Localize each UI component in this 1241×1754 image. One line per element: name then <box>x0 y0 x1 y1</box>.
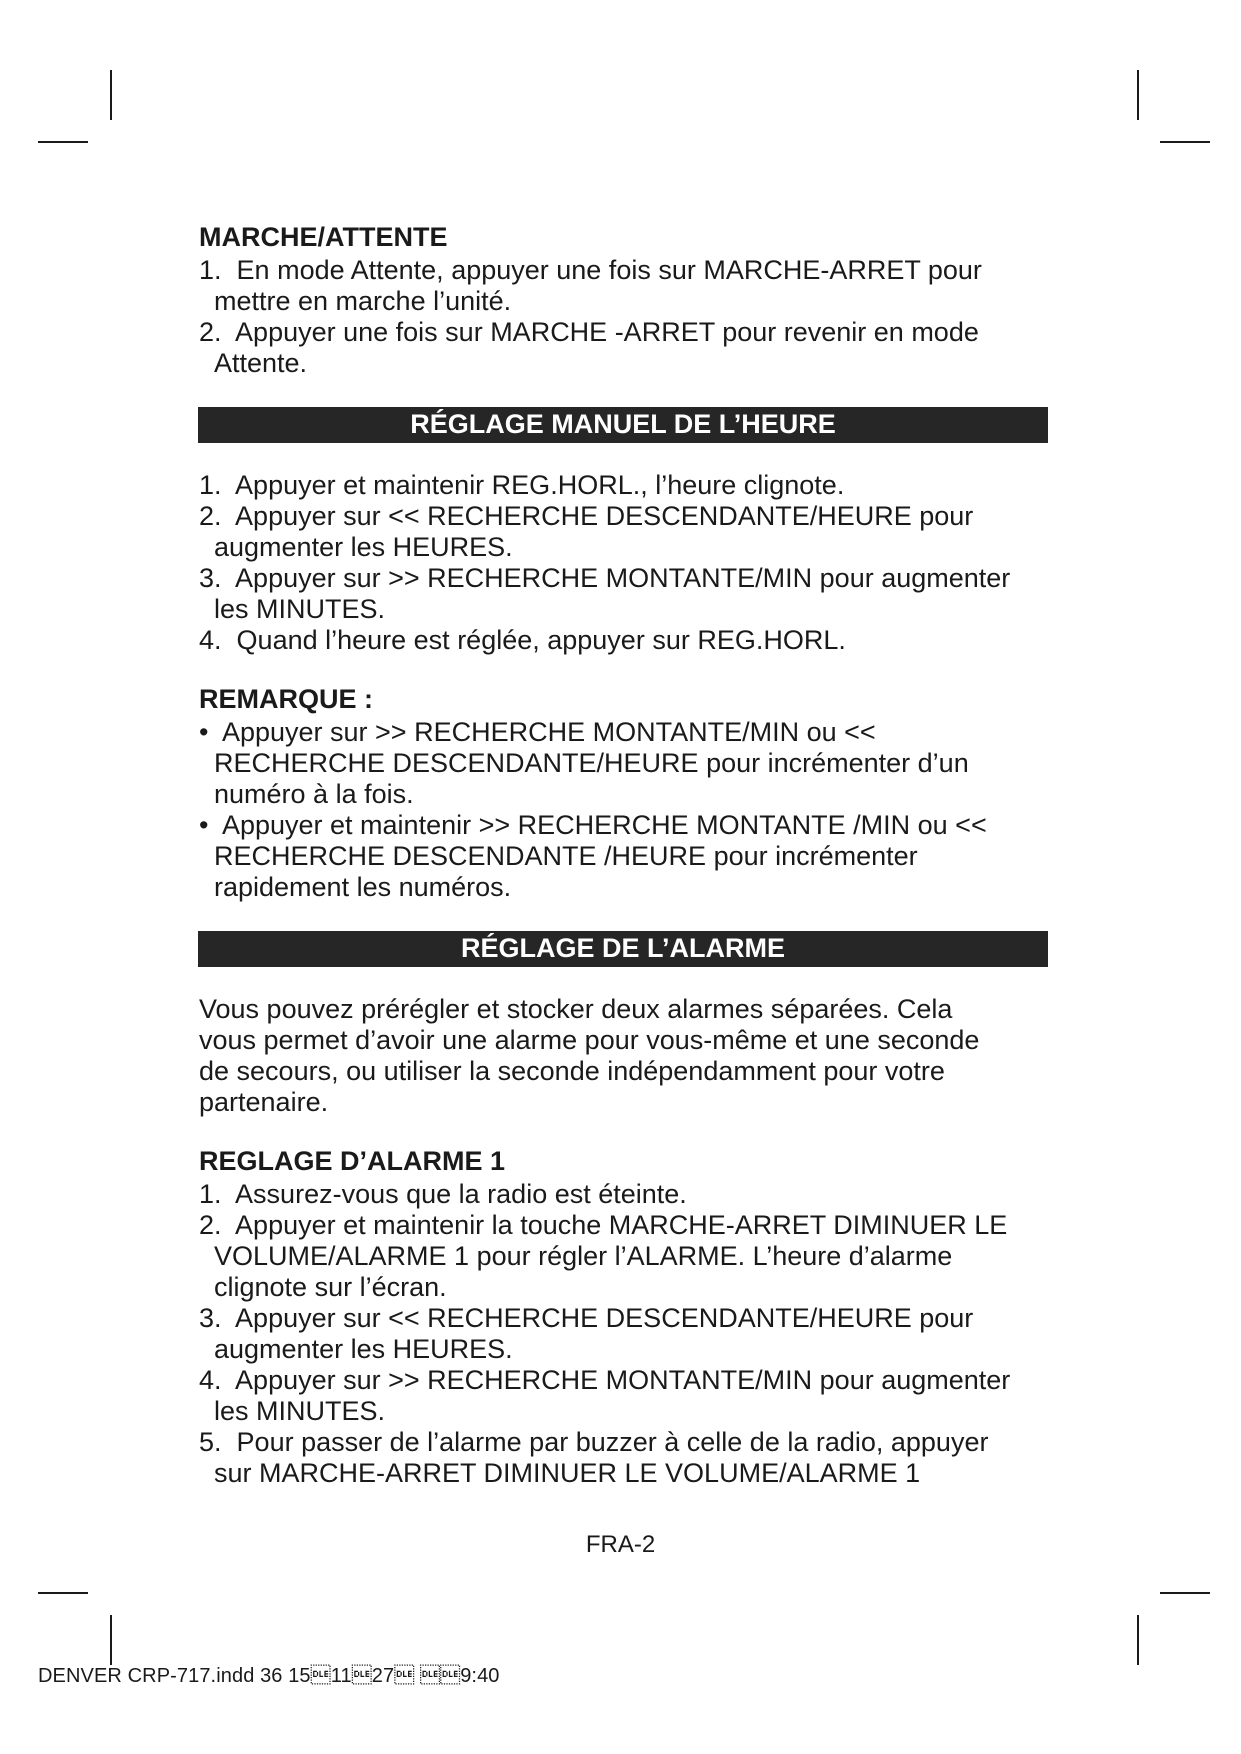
step-number: 2. <box>199 1210 222 1240</box>
step-number: 2. <box>199 317 222 347</box>
bullet-icon: • <box>199 810 209 840</box>
standby-heading: MARCHE/ATTENTE <box>199 222 448 252</box>
step-text: En mode Attente, appuyer une fois sur MARCHE-ARRET pour <box>236 255 982 285</box>
bullet-text-cont: numéro à la fois. <box>214 779 414 809</box>
intro-line: vous permet d’avoir une alarme pour vous-même et une seconde <box>199 1025 980 1055</box>
step-text-cont: les MINUTES. <box>214 1396 386 1426</box>
clock-setting-banner: RÉGLAGE MANUEL DE L’HEURE <box>198 407 1048 443</box>
step-number: 3. <box>199 563 222 593</box>
step-number: 1. <box>199 470 222 500</box>
list-item <box>199 501 1049 563</box>
bullet-text-cont: RECHERCHE DESCENDANTE /HEURE pour incrémenter <box>214 841 918 871</box>
step-text: Appuyer sur >> RECHERCHE MONTANTE/MIN pour augmenter <box>235 563 1011 593</box>
step-text: Appuyer sur << RECHERCHE DESCENDANTE/HEURE pour <box>235 501 974 531</box>
list-item <box>199 470 1049 501</box>
step-text-cont: augmenter les HEURES. <box>214 1334 513 1364</box>
list-item <box>199 1179 1049 1210</box>
bullet-text-cont: RECHERCHE DESCENDANTE/HEURE pour incrémenter d’un <box>214 748 969 778</box>
list-item <box>199 1210 1049 1303</box>
step-text-cont: VOLUME/ALARME 1 pour régler l’ALARME. L’heure d’alarme <box>214 1241 953 1271</box>
intro-line: de secours, ou utiliser la seconde indépendamment pour votre <box>199 1056 945 1086</box>
crop-mark <box>38 141 88 143</box>
list-item <box>199 625 1049 656</box>
print-slug: DENVER CRP-717.indd 36 151127 9:40 <box>38 1665 500 1687</box>
list-item <box>199 255 1049 317</box>
step-text: Assurez-vous que la radio est éteinte. <box>235 1179 687 1209</box>
intro-line: partenaire. <box>199 1087 329 1117</box>
list-item <box>199 563 1049 625</box>
step-number: 4. <box>199 1365 222 1395</box>
step-text: Appuyer et maintenir la touche MARCHE-ARRET DIMINUER LE <box>235 1210 1008 1240</box>
manual-page-content <box>199 222 1049 1489</box>
note-bullets <box>199 717 1049 903</box>
step-number: 4. <box>199 625 222 655</box>
step-text-cont: sur MARCHE-ARRET DIMINUER LE VOLUME/ALARME 1 <box>214 1458 921 1488</box>
bullet-icon: • <box>199 717 209 747</box>
step-text: Appuyer et maintenir REG.HORL., l’heure clignote. <box>235 470 845 500</box>
step-text: Quand l’heure est réglée, appuyer sur REG.HORL. <box>236 625 846 655</box>
alarm-intro <box>199 994 1049 1118</box>
list-item <box>199 1303 1049 1365</box>
bullet-text-cont: rapidement les numéros. <box>214 872 512 902</box>
step-text-cont: augmenter les HEURES. <box>214 532 513 562</box>
step-text-cont: Attente. <box>214 348 308 378</box>
step-text: Appuyer sur << RECHERCHE DESCENDANTE/HEURE pour <box>235 1303 974 1333</box>
list-item <box>199 717 1049 810</box>
crop-mark <box>38 1592 88 1594</box>
step-text-cont: mettre en marche l’unité. <box>214 286 512 316</box>
note-heading: REMARQUE : <box>199 684 373 714</box>
step-number: 1. <box>199 255 222 285</box>
step-text: Appuyer sur >> RECHERCHE MONTANTE/MIN pour augmenter <box>235 1365 1011 1395</box>
crop-mark <box>1137 70 1139 120</box>
step-number: 2. <box>199 501 222 531</box>
step-text: Pour passer de l’alarme par buzzer à celle de la radio, appuyer <box>236 1427 989 1457</box>
intro-line: Vous pouvez prérégler et stocker deux alarmes séparées. Cela <box>199 994 953 1024</box>
list-item <box>199 1365 1049 1427</box>
step-number: 5. <box>199 1427 222 1457</box>
step-text: Appuyer une fois sur MARCHE -ARRET pour revenir en mode <box>235 317 979 347</box>
crop-mark <box>110 1615 112 1665</box>
crop-mark <box>110 70 112 120</box>
crop-mark <box>1160 141 1210 143</box>
alarm-setting-banner: RÉGLAGE DE L’ALARME <box>198 931 1048 967</box>
page-number: FRA-2 <box>585 1531 656 1558</box>
crop-mark <box>1137 1615 1139 1665</box>
standby-steps <box>199 255 1049 379</box>
alarm1-steps <box>199 1179 1049 1489</box>
step-text-cont: clignote sur l’écran. <box>214 1272 447 1302</box>
bullet-text: Appuyer et maintenir >> RECHERCHE MONTANTE /MIN ou << <box>221 810 987 840</box>
alarm1-heading: REGLAGE D’ALARME 1 <box>199 1146 506 1176</box>
step-text-cont: les MINUTES. <box>214 594 386 624</box>
step-number: 3. <box>199 1303 222 1333</box>
list-item <box>199 317 1049 379</box>
crop-mark <box>1160 1592 1210 1594</box>
standby-section <box>199 222 1049 379</box>
bullet-text: Appuyer sur >> RECHERCHE MONTANTE/MIN ou << <box>221 717 876 747</box>
step-number: 1. <box>199 1179 222 1209</box>
clock-steps <box>199 470 1049 656</box>
list-item <box>199 1427 1049 1489</box>
list-item <box>199 810 1049 903</box>
